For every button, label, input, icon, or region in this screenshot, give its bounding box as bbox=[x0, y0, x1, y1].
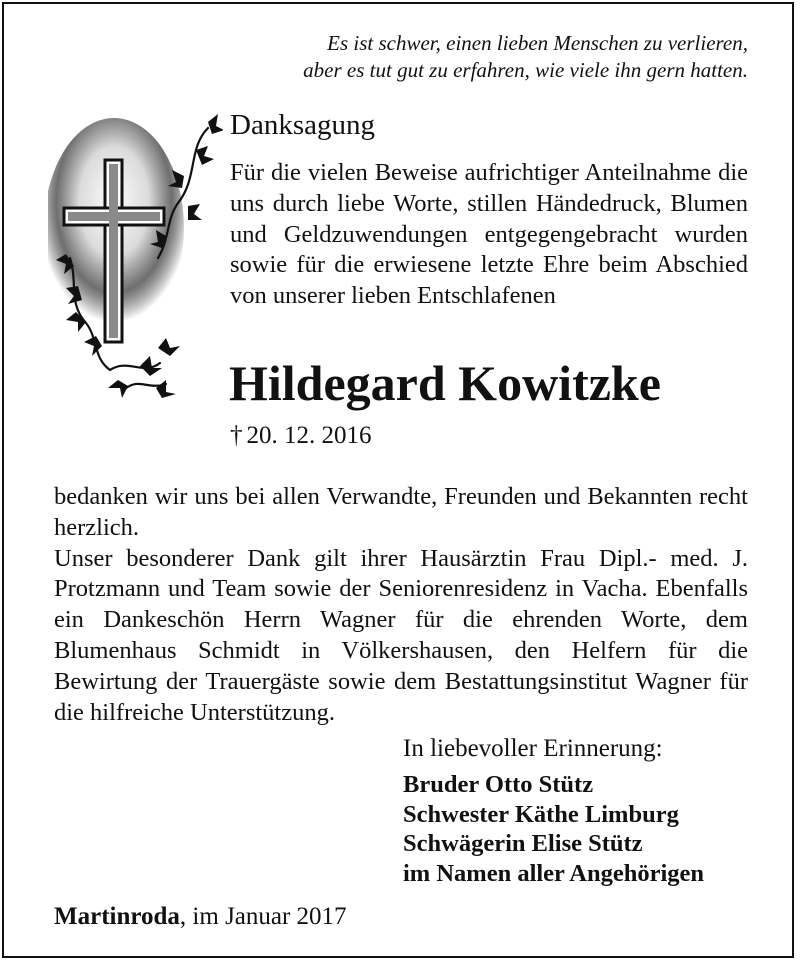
place-town: Martinroda bbox=[54, 903, 180, 930]
dagger-symbol: † bbox=[230, 422, 243, 449]
signers-list bbox=[403, 770, 704, 888]
motto-line-1: Es ist schwer, einen lieben Menschen zu verlieren, bbox=[327, 31, 748, 55]
deceased-name: Hildegard Kowitzke bbox=[229, 355, 661, 411]
motto-line-2: aber es tut gut zu erfahren, wie viele ihn gern hatten. bbox=[303, 58, 748, 82]
death-date bbox=[230, 421, 372, 451]
signer-4: im Namen aller Angehörigen bbox=[403, 859, 705, 887]
place-date: , im Januar 2017 bbox=[179, 903, 347, 930]
signer-2: Schwester Käthe Limburg bbox=[403, 800, 679, 828]
body-paragraph-2: Unser besonderer Dank gilt ihrer Hausärztin Frau Dipl.- med. J. Protzmann und Team sowie der Seniorenresidenz in Vacha. Ebenfalls ein Dankeschön Herrn Wagner für die ehrenden Worte, dem Blumenhaus Schmidt in Völkershausen, den Helfern für die Bewirtung der Trauergäste sowie dem Bestattungsinstitut Wagner für die hilfreiche Unterstützung. bbox=[54, 544, 748, 726]
motto-quote bbox=[0, 30, 748, 84]
thank-you-body bbox=[54, 482, 748, 728]
cross-with-ivy-icon bbox=[48, 108, 223, 408]
place-and-date bbox=[54, 902, 347, 932]
body-paragraph-1: bedanken wir uns bei allen Verwandte, Freunden und Bekannten recht herzlich. bbox=[54, 483, 748, 541]
signer-1: Bruder Otto Stütz bbox=[403, 771, 594, 798]
intro-text: Für die vielen Beweise aufrichtiger Anteilnahme die uns durch liebe Worte, stillen Händedruck, Blumen und Geldzuwendungen entgegengebracht wurden sowie für die erwiesene letzte Ehre beim Abschied von unserer lieben Entschlafenen bbox=[230, 159, 748, 310]
signer-3: Schwägerin Elise Stütz bbox=[403, 830, 643, 857]
heading-danksagung: Danksagung bbox=[230, 109, 375, 141]
death-date-value: 20. 12. 2016 bbox=[246, 422, 372, 449]
closing-line: In liebevoller Erinnerung: bbox=[403, 735, 663, 762]
